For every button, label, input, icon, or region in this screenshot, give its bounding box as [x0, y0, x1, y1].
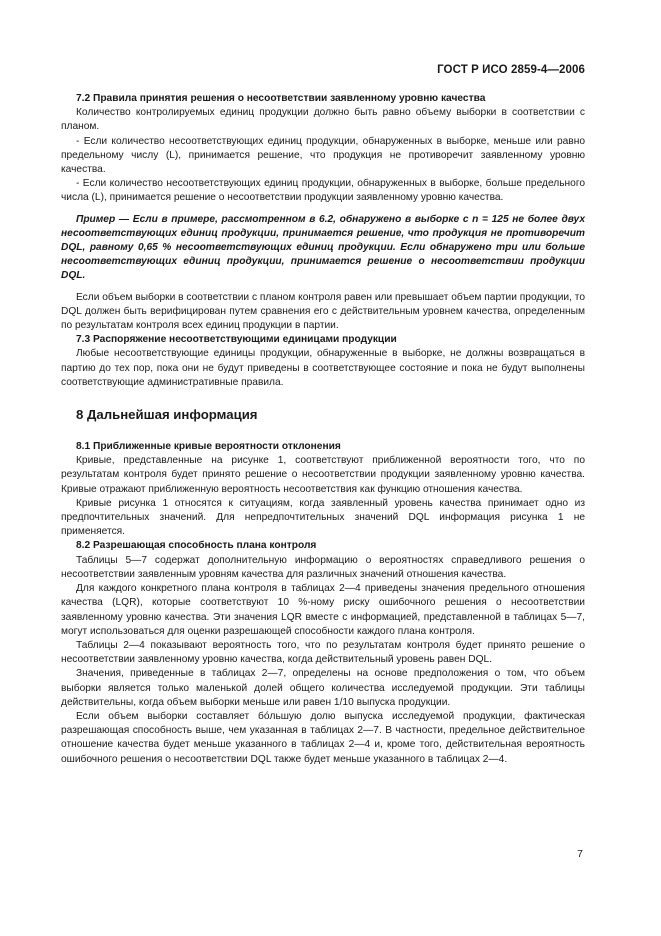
section-8-1-heading: 8.1 Приближенные кривые вероятности отклонения [76, 441, 341, 453]
paragraph: Для каждого конкретного плана контроля в таблицах 2—4 приведены значения предельного отношения качества (LQR), которые соответствуют 10 %-ному риску ошибочного решения о несоответствии заявленному уровню качества. Эти значения LQR вместе с информацией, представленной в таблицах 5—7, могут использоваться для оценки разрешающей способности каждого плана контроля. [61, 583, 585, 637]
example-block [61, 213, 585, 284]
paragraph: Таблицы 5—7 содержат дополнительную информацию о вероятностях справедливого решения о несоответствии заявленным уровням качества для различных значений отношения качества. [61, 554, 585, 580]
paragraph: Любые несоответствующие единицы продукции, обнаруженные в выборке, не должны возвращаться в партию до тех пор, пока они не будут приведены в соответствующее состояние и пока не будут выполнены соответствующие административные правила. [61, 348, 585, 388]
section-7-3-heading: 7.3 Распоряжение несоответствующими единицами продукции [76, 334, 397, 346]
paragraph: Таблицы 2—4 показывают вероятность того, что по результатам контроля будет принято решение о несоответствии заявленному уровню качества, когда действительный уровень равен DQL. [61, 639, 585, 666]
page-body [61, 92, 585, 767]
paragraph: Если объем выборки в соответствии с планом контроля равен или превышает объем партии продукции, то DQL должен быть верифицирован путем сравнения его с действительным уровнем качества, определенным по результатам контроля всех единиц продукции в партии. [61, 291, 585, 332]
paragraph: Кривые, представленные на рисунке 1, соответствуют приближенной вероятности того, что по результатам контроля будет принято решение о несоответствии продукции заявленному уровню качества. Кривые отражают приближенную вероятность несоответствия как функцию отношения качества. [61, 455, 585, 495]
paragraph: Значения, приведенные в таблицах 2—7, определены на основе предположения о том, что объем выборки является только маленькой долей общего количества исследуемой продукции. Эти таблицы действительны, когда объем выборки меньше или равен 1/10 выпуска продукции. [61, 668, 585, 708]
bullet-item: - Если количество несоответствующих единиц продукции, обнаруженных в выборке, меньше или равно предельному числу (L), принимается решение, что продукция не противоречит заявленному уровню качества. [61, 135, 585, 176]
section-8-2-heading: 8.2 Разрешающая способность плана контроля [76, 540, 317, 552]
page-number: 7 [577, 848, 583, 860]
example-text: Если в примере, рассмотренном в 6.2, обнаружено в выборке с n = 125 не более двух несоответствующих единиц продукции, принимается решение, что продукция не противоречит DQL, равному 0,65 % несоответствующих единиц продукции. Если обнаружено три или больше несоответствующих единиц продукции, принимается решение о несоответствии продукции DQL. [61, 213, 585, 282]
bullet-item: - Если количество несоответствующих единиц продукции, обнаруженных в выборке, больше предельного числа (L), принимается решение о несоответствии продукции заявленному уровню качества. [61, 178, 585, 204]
section-8-heading: 8 Дальнейшая информация [76, 407, 258, 423]
example-label: Пример — [76, 213, 130, 225]
section-7-2-heading: 7.2 Правила принятия решения о несоответствии заявленному уровню качества [76, 93, 486, 104]
standard-id-header: ГОСТ Р ИСО 2859-4—2006 [437, 64, 585, 76]
paragraph: Кривые рисунка 1 относятся к ситуациям, когда заявленный уровень качества принимает одно из предпочтительных значений. Для непредпочтительных значений DQL информация рисунка 1 не применяется. [61, 497, 585, 538]
paragraph: Если объем выборки составляет бо́льшую долю выпуска исследуемой продукции, фактическая разрешающая способность выше, чем указанная в таблицах 2—7. В частности, предельное действительное отношение качества будет меньше указанного в таблицах 2—4 и, кроме того, действительная вероятность ошибочного решения о несоответствии DQL также будет меньше указанного в таблицах 2—4. [61, 710, 585, 765]
paragraph: Количество контролируемых единиц продукции должно быть равно объему выборки в соответствии с планом. [61, 107, 585, 133]
